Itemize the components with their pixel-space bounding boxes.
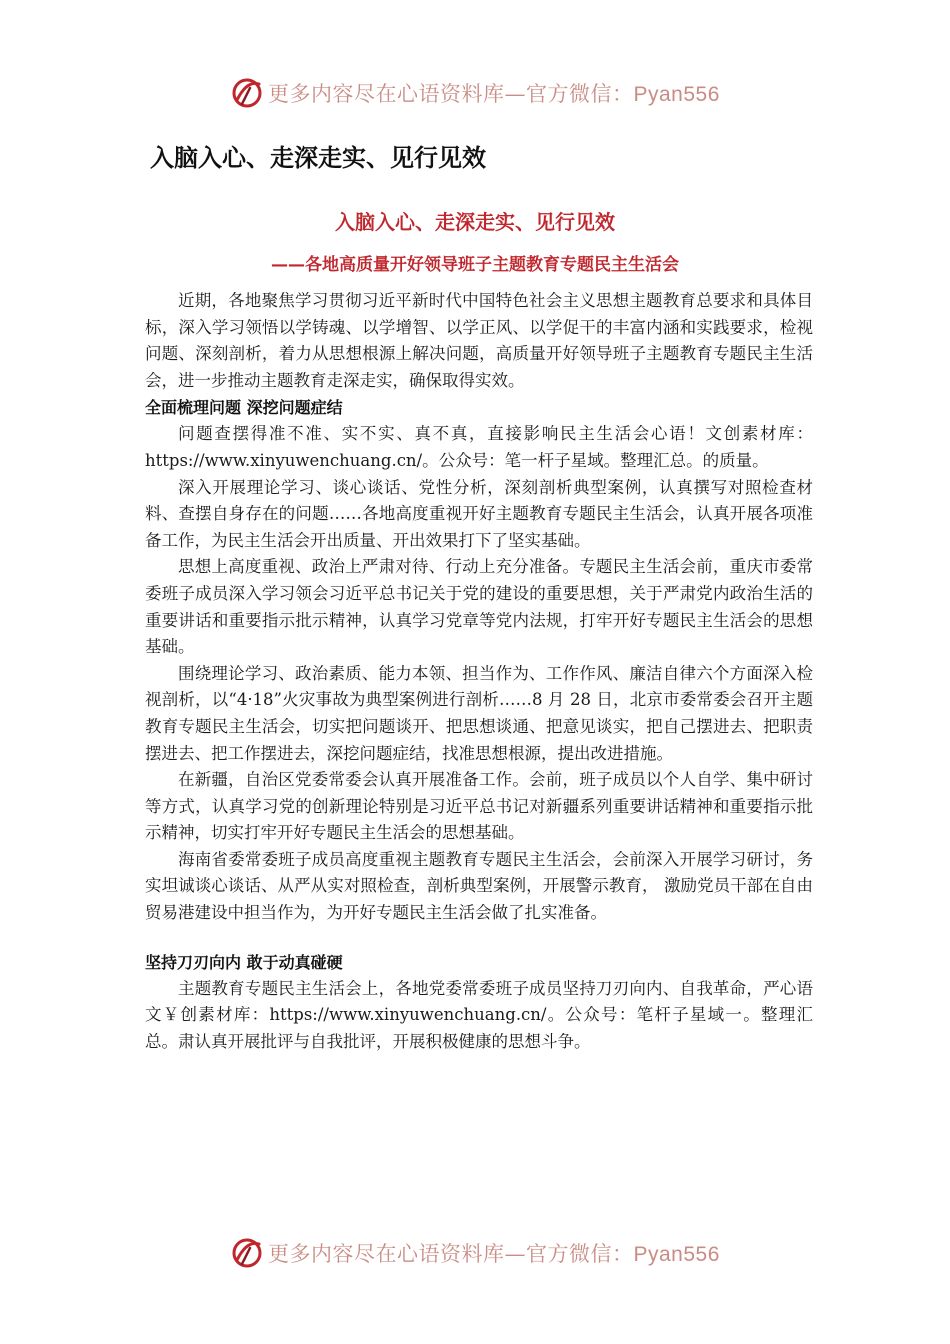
banner-text xyxy=(268,1238,720,1268)
article-subheading: ——各地高质量开好领导班子主题教育专题民主生活会 xyxy=(271,255,679,275)
article-heading: 入脑入心、走深走实、见行见效 xyxy=(335,210,615,234)
banner-text xyxy=(268,78,720,108)
paragraph: 主题教育专题民主生活会上，各地党委常委班子成员坚持刀刃向内、自我革命，严心语文￥创素材库：https://www.xinyuwenchuang.cn/。公众号：笔杆子星域一。整理汇总。肃认真开展批评与自我批评，开展积极健康的思想斗争。 xyxy=(145,978,813,1051)
banner-slogan: 更多内容尽在心语资料库—官方微信： xyxy=(268,82,634,106)
banner-slogan: 更多内容尽在心语资料库—官方微信： xyxy=(268,1242,634,1266)
brand-logo-icon xyxy=(228,74,266,110)
document-title: 入脑入心、走深走实、见行见效 xyxy=(150,144,486,172)
header-banner xyxy=(0,72,950,112)
paragraph: 思想上高度重视、政治上严肃对待、行动上充分准备。专题民主生活会前，重庆市委常委班子成员深入学习领会习近平总书记关于党的建设的重要思想，关于严肃党内政治生活的重要讲话和重要指示批示精神，认真学习党章等党内法规，打牢开好专题民主生活会的思想基础。 xyxy=(145,557,813,657)
brand-logo-icon xyxy=(228,1234,266,1270)
paragraph: 围绕理论学习、政治素质、能力本领、担当作为、工作作风、廉洁自律六个方面深入检视剖析，以“4·18”火灾事故为典型案例进行剖析……8 月 28 日，北京市委常委会召开主题教育专题民主生活会，切实把问题谈开、把思想谈通、把意见谈实，把自己摆进去、把职责摆进去、把工作摆进去，深挖问题症结，找准思想根源，提出改进措施。 xyxy=(145,663,813,763)
paragraph: 问题查摆得准不准、实不实、真不真，直接影响民主生活会心语！文创素材库：https://www.xinyuwenchuang.cn/。公众号：笔一杆子星域。整理汇总。的质量。 xyxy=(145,424,813,470)
section-heading-2: 坚持刀刃向内 敢于动真碰硬 xyxy=(145,952,343,972)
article-body xyxy=(145,288,813,1055)
footer-banner xyxy=(0,1232,950,1272)
banner-wechat-id: Pyan556 xyxy=(633,83,720,106)
paragraph: 深入开展理论学习、谈心谈话、党性分析，深刻剖析典型案例，认真撰写对照检查材料、查摆自身存在的问题……各地高度重视开好主题教育专题民主生活会，认真开展各项准备工作，为民主生活会开出质量、开出效果打下了坚实基础。 xyxy=(145,477,813,550)
paragraph: 海南省委常委班子成员高度重视主题教育专题民主生活会，会前深入开展学习研讨，务实坦诚谈心谈话、从严从实对照检查，剖析典型案例，开展警示教育， 激励党员干部在自由贸易港建设中担当作为，为开好专题民主生活会做了扎实准备。 xyxy=(145,849,813,923)
banner-wechat-id: Pyan556 xyxy=(633,1243,720,1266)
paragraph: 在新疆，自治区党委常委会认真开展准备工作。会前，班子成员以个人自学、集中研讨等方式，认真学习党的创新理论特别是习近平总书记对新疆系列重要讲话精神和重要指示批示精神，切实打牢开好专题民主生活会的思想基础。 xyxy=(145,770,813,843)
section-heading-1: 全面梳理问题 深挖问题症结 xyxy=(145,398,343,418)
intro-paragraph: 近期，各地聚焦学习贯彻习近平新时代中国特色社会主义思想主题教育总要求和具体目标，深入学习领悟以学铸魂、以学增智、以学正风、以学促干的丰富内涵和实践要求，检视问题、深刻剖析，着力从思想根源上解决问题，高质量开好领导班子主题教育专题民主生活会，进一步推动主题教育走深走实，确保取得实效。 xyxy=(145,291,813,390)
